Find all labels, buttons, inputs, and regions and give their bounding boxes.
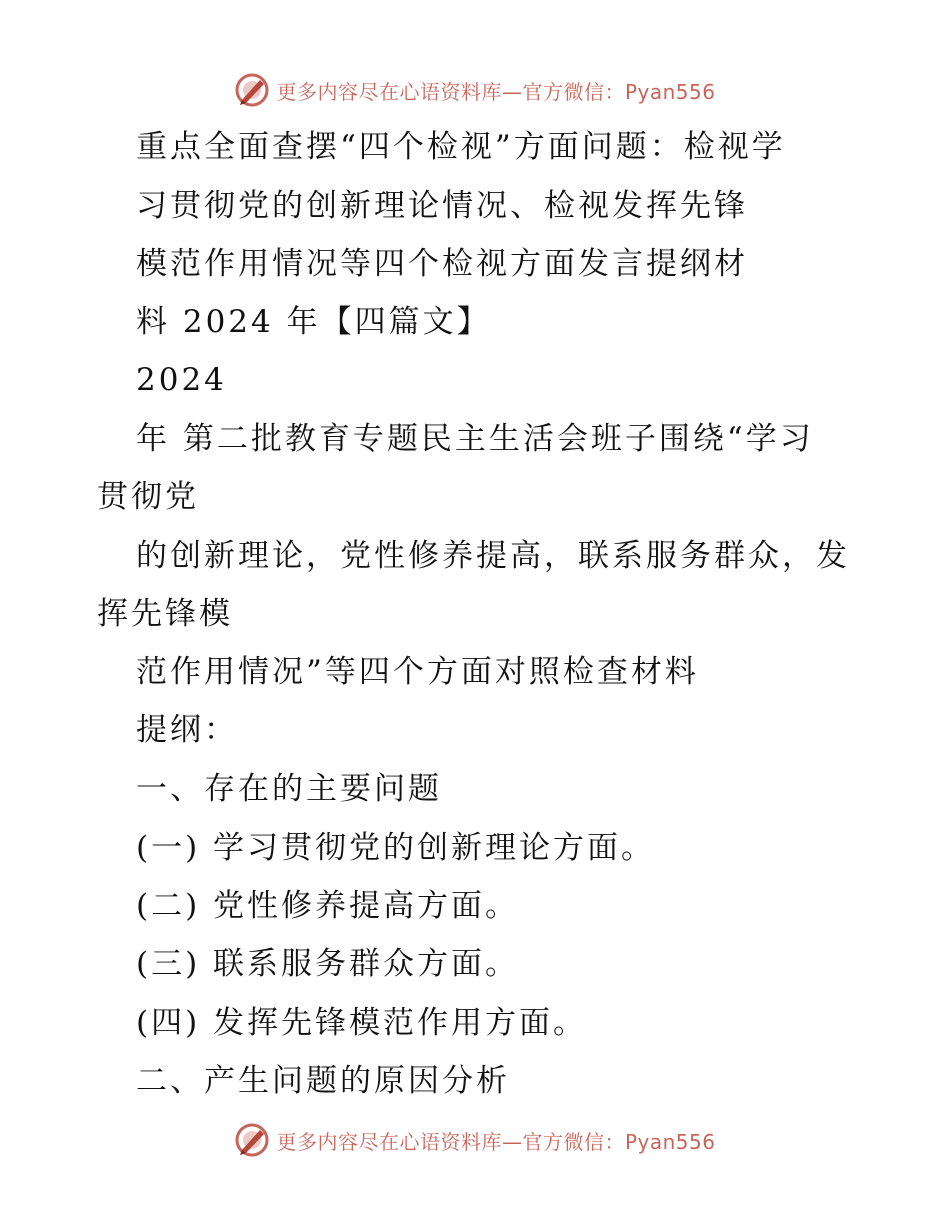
list-item: (一) 学习贯彻党的创新理论方面。	[136, 830, 656, 866]
text-line: 习贯彻党的创新理论情况、检视发挥先锋	[136, 188, 748, 224]
list-item: (三) 联系服务群众方面。	[136, 946, 520, 982]
text-line: 料 2024 年【四篇文】	[136, 304, 491, 340]
watermark-text: 更多内容尽在心语资料库—官方微信：Pyan556	[276, 1129, 716, 1154]
section-heading: 一、存在的主要问题	[136, 771, 442, 807]
pen-logo-icon	[234, 72, 270, 108]
text-line: 提纲：	[136, 712, 238, 748]
text-line: 范作用情况”等四个方面对照检查材料	[136, 654, 699, 690]
text-line: 年 第二批教育专题民主生活会班子围绕“学习	[136, 421, 814, 457]
watermark-banner-bottom	[0, 1118, 950, 1162]
section-heading: 二、产生问题的原因分析	[136, 1063, 510, 1099]
list-item: (二) 党性修养提高方面。	[136, 888, 520, 924]
watermark-text: 更多内容尽在心语资料库—官方微信：Pyan556	[276, 79, 716, 104]
text-line: 模范作用情况等四个检视方面发言提纲材	[136, 246, 748, 282]
text-line: 重点全面查摆“四个检视”方面问题：检视学	[136, 129, 786, 165]
watermark-banner-top	[0, 68, 950, 112]
text-line: 的创新理论，党性修养提高，联系服务群众，发	[136, 538, 850, 574]
text-line: 挥先锋模	[97, 596, 233, 632]
text-line: 2024	[136, 362, 227, 398]
list-item: (四) 发挥先锋模范作用方面。	[136, 1005, 588, 1041]
pen-logo-icon	[234, 1122, 270, 1158]
text-line: 贯彻党	[97, 479, 199, 515]
